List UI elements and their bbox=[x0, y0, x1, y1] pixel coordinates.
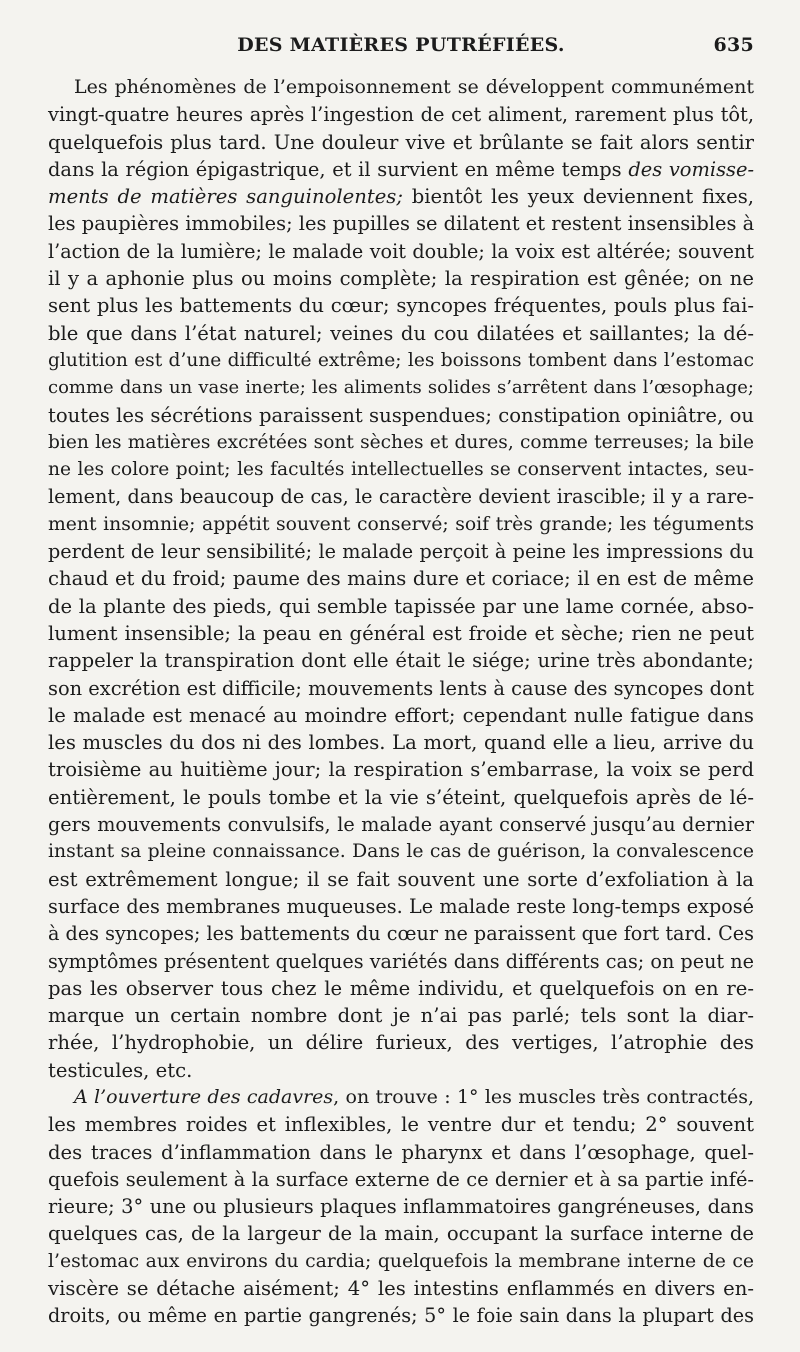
text-line: symptômes présentent quelques variétés dans différents cas; on peut ne bbox=[48, 949, 754, 973]
page-number: 635 bbox=[713, 34, 754, 56]
text-line bbox=[48, 183, 754, 210]
text-line: rhée, l’hydrophobie, un délire furieux, des vertiges, l’atrophie des bbox=[48, 1031, 754, 1055]
paragraph-autopsy bbox=[48, 1084, 754, 1330]
text-line: ble que dans l’état naturel; veines du cou dilatées et saillantes; la dé- bbox=[48, 321, 754, 345]
text-line: entièrement, le pouls tombe et la vie s’éteint, quelquefois après de lé- bbox=[48, 785, 754, 809]
text-line bbox=[48, 156, 754, 183]
header-title: DES MATIÈRES PUTRÉFIÉES. bbox=[237, 34, 565, 56]
text-line: testicules, etc. bbox=[48, 1058, 193, 1082]
text-line: les membres roides et inflexibles, le ventre dur et tendu; 2° souvent bbox=[48, 1113, 754, 1137]
text-line: lement, dans beaucoup de cas, le caractère devient irascible; il y a rare- bbox=[48, 485, 754, 509]
text-line: Les phénomènes de l’empoisonnement se développent communément bbox=[74, 76, 754, 98]
text-line: quelques cas, de la largeur de la main, occupant la surface interne de bbox=[48, 1222, 754, 1246]
text-fragment: , on trouve : 1° les muscles très contractés, bbox=[333, 1085, 754, 1108]
running-header bbox=[48, 34, 754, 68]
text-line: l’action de la lumière; le malade voit double; la voix est altérée; souvent bbox=[48, 239, 754, 263]
text-line: est extrêmement longue; il se fait souvent une sorte d’exfoliation à la bbox=[48, 867, 754, 891]
text-line: surface des membranes muqueuses. Le malade reste long-temps exposé bbox=[48, 894, 754, 918]
text-line: les paupières immobiles; les pupilles se dilatent et restent insensibles à bbox=[48, 212, 755, 236]
italic-lead: A l’ouverture des cadavres bbox=[74, 1085, 334, 1108]
text-line: lument insensible; la peau en général est froide et sèche; rien ne peut bbox=[48, 621, 754, 645]
text-line: droits, ou même en partie gangrenés; 5° le foie sain dans la plupart des bbox=[48, 1304, 754, 1328]
text-line: à des syncopes; les battements du cœur ne paraissent que fort tard. Ces bbox=[48, 922, 755, 946]
text-line: rieure; 3° une ou plusieurs plaques inflammatoires gangréneuses, dans bbox=[48, 1195, 754, 1219]
text-line: de la plante des pieds, qui semble tapissée par une lame cornée, abso- bbox=[48, 594, 754, 618]
text-line: il y a aphonie plus ou moins complète; la respiration est gênée; on ne bbox=[48, 267, 754, 291]
text-line: vingt-quatre heures après l’ingestion de cet aliment, rarement plus tôt, bbox=[48, 103, 754, 127]
italic-fragment: des vomisse- bbox=[628, 157, 754, 181]
text-line: ne les colore point; les facultés intellectuelles se conservent intactes, seu- bbox=[48, 459, 754, 481]
text-line: son excrétion est difficile; mouvements lents à cause des syncopes dont bbox=[48, 676, 754, 700]
text-line: l’estomac aux environs du cardia; quelquefois la membrane interne de ce bbox=[48, 1250, 754, 1272]
body-text bbox=[48, 74, 754, 1330]
text-line: viscère se détache aisément; 4° les intestins enflammés en divers en- bbox=[48, 1277, 754, 1301]
text-line: bien les matières excrétées sont sèches et dures, comme terreuses; la bile bbox=[48, 431, 754, 453]
text-line: des traces d’inflammation dans le pharynx et dans l’œsophage, quel- bbox=[48, 1140, 754, 1164]
text-line: rappeler la transpiration dont elle était le siége; urine très abondante; bbox=[48, 649, 754, 673]
text-line: le malade est menacé au moindre effort; cependant nulle fatigue dans bbox=[48, 703, 754, 727]
paragraph-symptoms bbox=[48, 74, 754, 1084]
text-line: comme dans un vase inerte; les aliments solides s’arrêtent dans l’œsophage; bbox=[48, 377, 754, 399]
text-line: troisième au huitième jour; la respiration s’embarrase, la voix se perd bbox=[48, 758, 754, 782]
text-line: quefois seulement à la surface externe de ce dernier et à sa partie infé- bbox=[48, 1167, 754, 1191]
text-line: sent plus les battements du cœur; syncopes fréquentes, pouls plus fai- bbox=[48, 294, 754, 318]
text-line: ment insomnie; appétit souvent conservé; soif très grande; les téguments bbox=[48, 513, 754, 535]
text-line bbox=[48, 1084, 754, 1111]
text-line: instant sa pleine connaissance. Dans le cas de guérison, la convalescence bbox=[48, 841, 754, 863]
text-line: quelquefois plus tard. Une douleur vive et brûlante se fait alors sentir bbox=[48, 130, 754, 154]
text-fragment: dans la région épigastrique, et il survient en même temps bbox=[48, 157, 629, 181]
text-line: pas les observer tous chez le même individu, et quelquefois on en re- bbox=[48, 976, 754, 1000]
italic-fragment: ments de matières sanguinolentes; bbox=[48, 185, 403, 209]
text-line: les muscles du dos ni des lombes. La mort, quand elle a lieu, arrive du bbox=[48, 731, 754, 755]
text-line: chaud et du froid; paume des mains dure et coriace; il en est de même bbox=[48, 567, 754, 591]
text-line: toutes les sécrétions paraissent suspendues; constipation opiniâtre, ou bbox=[48, 403, 754, 427]
text-fragment: bientôt les yeux deviennent fixes, bbox=[402, 185, 754, 209]
text-line: marque un certain nombre dont je n’ai pas parlé; tels sont la diar- bbox=[48, 1004, 754, 1028]
text-line: gers mouvements convulsifs, le malade ayant conservé jusqu’au dernier bbox=[48, 813, 754, 837]
text-line: glutition est d’une difficulté extrême; les boissons tombent dans l’estomac bbox=[48, 349, 754, 371]
text-line: perdent de leur sensibilité; le malade perçoit à peine les impressions du bbox=[48, 540, 754, 564]
